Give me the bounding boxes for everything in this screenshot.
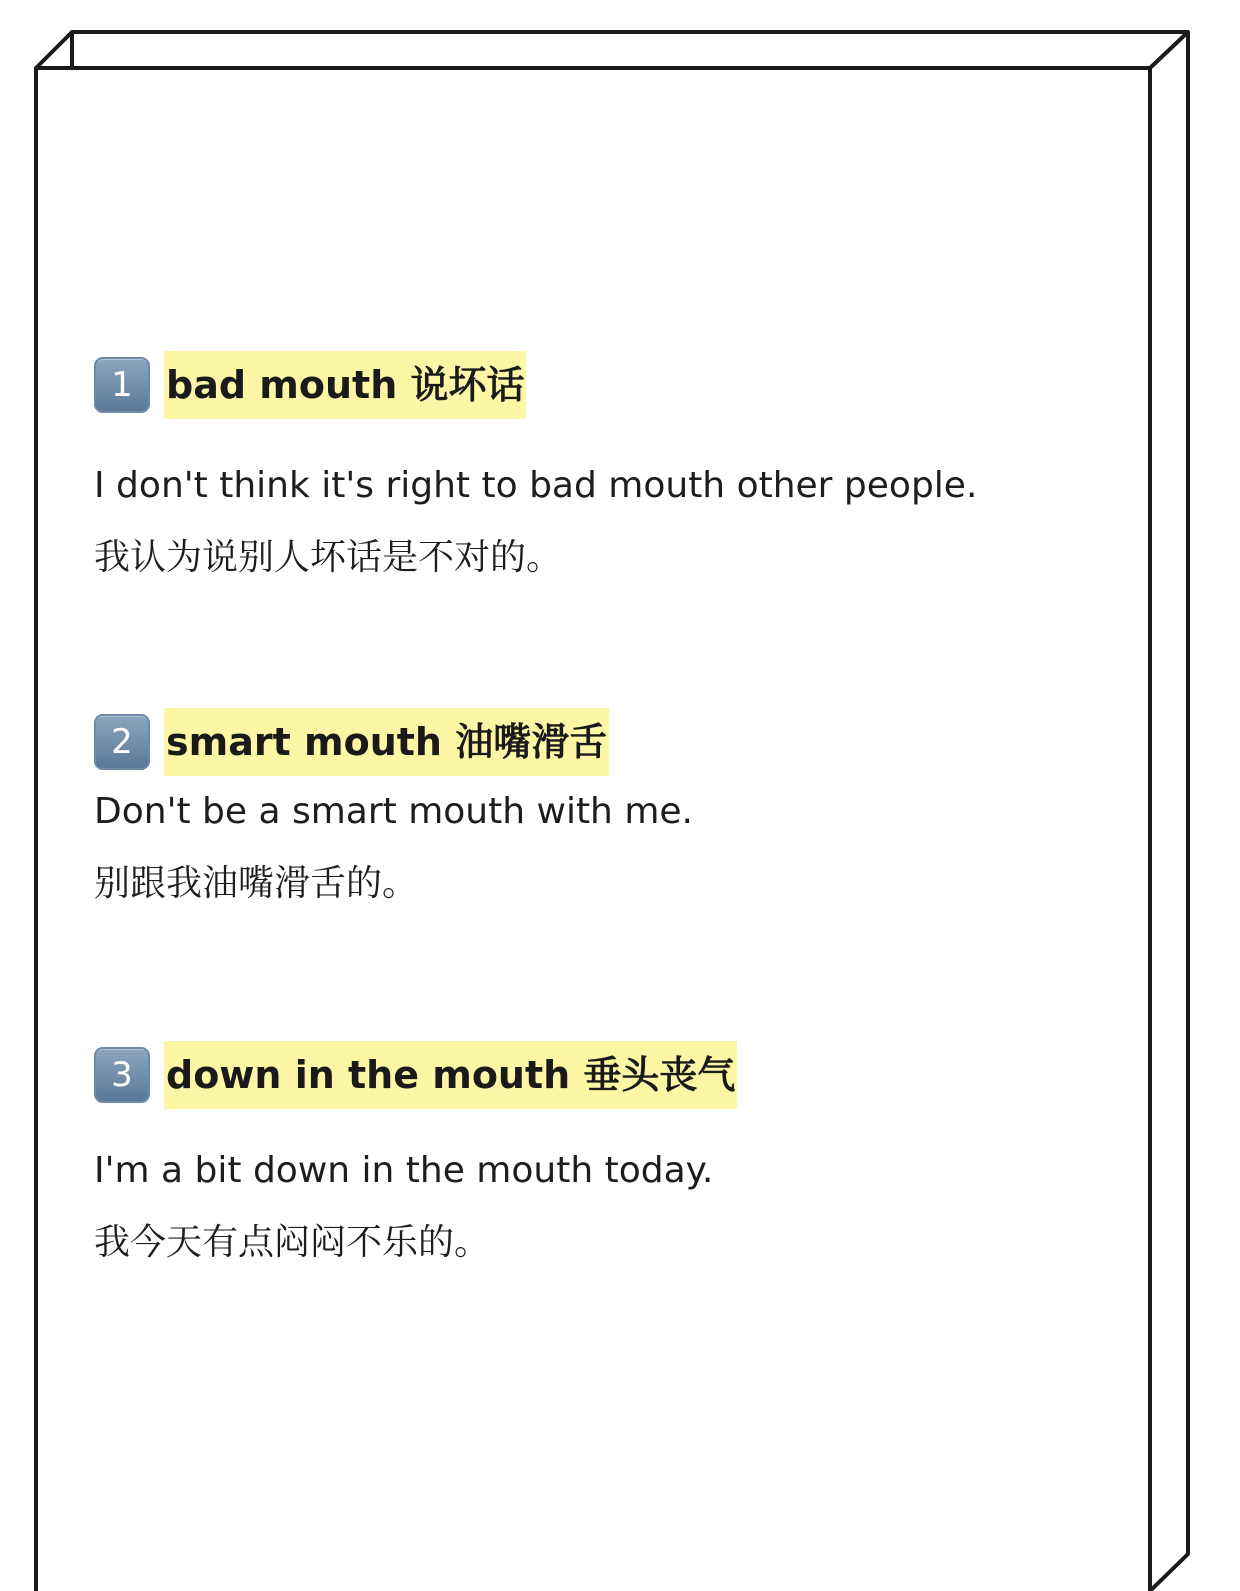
chinese-translation: 我认为说别人坏话是不对的。 [94,537,563,578]
chinese-translation: 我今天有点闷闷不乐的。 [94,1222,491,1263]
phrase-heading: down in the mouth 垂头丧气 [164,1041,737,1109]
english-example: I don't think it's right to bad mouth other people. [94,465,978,506]
phrase-row [94,1041,737,1109]
phrase-heading: bad mouth 说坏话 [164,351,526,419]
page [36,68,1150,1591]
number-1-icon: 1 [94,357,150,413]
number-3-icon: 3 [94,1047,150,1103]
entry-3 [94,1041,737,1277]
phrase-row [94,708,693,776]
phrase-row [94,351,977,419]
english-example: Don't be a smart mouth with me. [94,791,693,832]
entry-1 [94,351,977,592]
english-example: I'm a bit down in the mouth today. [94,1150,714,1191]
phrase-heading: smart mouth 油嘴滑舌 [164,708,609,776]
number-2-icon: 2 [94,714,150,770]
entry-2 [94,708,693,918]
chinese-translation: 别跟我油嘴滑舌的。 [94,863,419,904]
